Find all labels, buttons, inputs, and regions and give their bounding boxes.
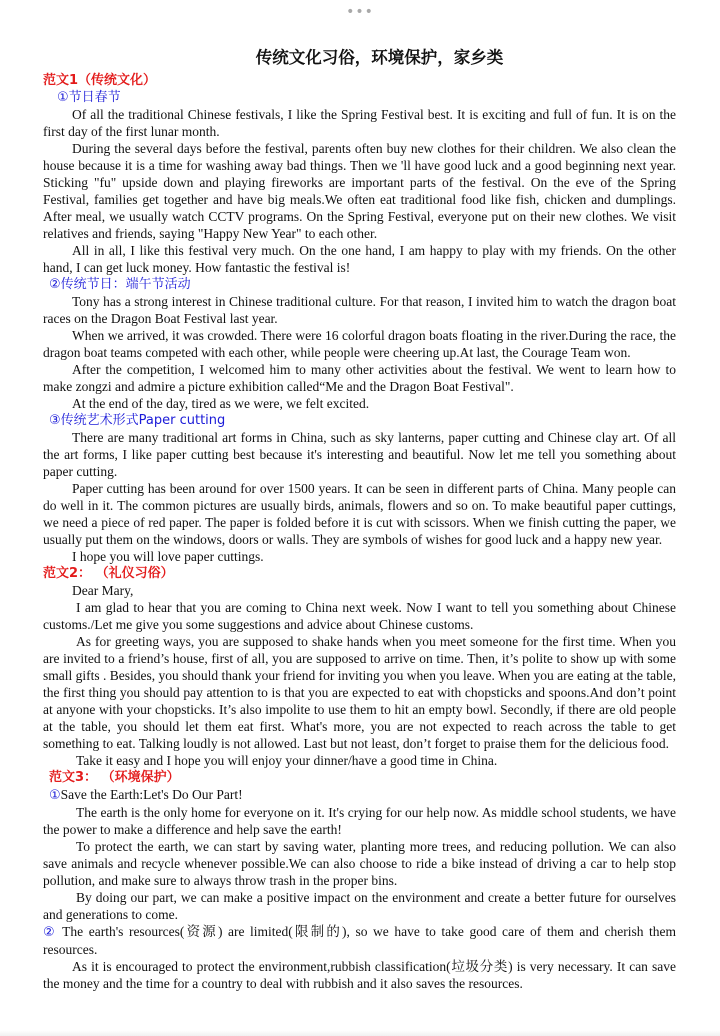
- section1-heading: 范文1（传统文化）: [43, 73, 157, 88]
- section3-sub2-lead-text: The earth's resources(资源) are limited(限制的), so we have to take good care of them and cherish them resources.: [43, 924, 677, 957]
- paragraph: Tony has a strong interest in Chinese traditional culture. For that reason, I invited him to watch the dragon boat races on the Dragon Boat Festival last year.: [43, 294, 676, 326]
- paragraph: Of all the traditional Chinese festivals, I like the Spring Festival best. It is exciting and full of fun. It is on the first day of the first lunar month.: [43, 107, 676, 139]
- paragraph: After the competition, I welcomed him to many other activities about the festival. We went to learn how to make zongzi and admire a picture exhibition called“Me and the Dragon Boat Festival".: [43, 362, 676, 394]
- paragraph: I hope you will love paper cuttings.: [72, 549, 264, 564]
- paragraph: Paper cutting has been around for over 1500 years. It can be seen in different parts of China. Many people can do well in it. The common pictures are usually birds, animals, flowers and so on. To make beautiful paper cuttings, we need a piece of red paper. The paper is folded before it is cut with scissors. When we finish cutting the paper, we usually put them on the windows, doors or walls. They are symbols of wishes for good luck and a happy new year.: [43, 481, 676, 547]
- document-page: [43, 46, 676, 992]
- section1-sub3-heading: ③传统艺术形式Paper cutting: [49, 413, 226, 428]
- paragraph: Take it easy and I hope you will enjoy your dinner/have a good time in China.: [76, 753, 498, 768]
- section3-sub1-heading: [43, 786, 676, 804]
- paragraph: When we arrived, it was crowded. There were 16 colorful dragon boats floating in the river.During the race, the dragon boat teams competed with each other, while people were cheering up.At last, the Courage Team won.: [43, 328, 676, 360]
- top-bar: [0, 0, 720, 24]
- paragraph: At the end of the day, tired as we were, we felt excited.: [72, 396, 370, 411]
- circled-number-two: ②: [43, 925, 57, 940]
- paragraph: I am glad to hear that you are coming to China next week. Now I want to tell you something about Chinese customs./Let me give you some suggestions and advice about Chinese customs.: [43, 600, 676, 632]
- section2-heading: 范文2： （礼仪习俗）: [43, 566, 174, 581]
- section1-sub2-heading: ②传统节日：端午节活动: [49, 277, 191, 292]
- paragraph: During the several days before the festival, parents often buy new clothes for their children. We also clean the house because it is a time for washing away bad things. Then we 'll have good luck and a good beginning next year. Sticking "fu" upside down and playing fireworks are important parts of the festival. On the eve of the Spring Festival, families get together and have big meals.We often eat traditional food like fish, chicken and dumplings. After meal, we usually watch CCTV programs. On the Spring Festival, everyone put on their new clothes. We visit relatives and friends, saying "Happy New Year" to each other.: [43, 141, 676, 241]
- paragraph: As for greeting ways, you are supposed to shake hands when you meet someone for the first time. When you are invited to a friend’s house, first of all, you are supposed to arrive on time. Then, it’s polite to show up with some small gifts . Besides, you should thank your friend for inviting you when you leave. When you are eating at the table, the first thing you should pay attention to is that you are expected to eat with chopsticks and spoons.And don’t point at anyone with your chopsticks. It’s also impolite to use them to hit an empty bowl. Secondly, if there are old people at the table, you should let them eat first. What's more, you are not expected to reach across the table to get something to eat. Talking loudly is not allowed. Last but not least, don’t forget to praise them for the delicious food.: [43, 634, 676, 751]
- more-menu-icon[interactable]: •••: [346, 4, 374, 20]
- circled-number-one: ①: [49, 788, 61, 803]
- letter-salutation: Dear Mary,: [72, 583, 134, 598]
- section3-sub1-title: Save the Earth:Let's Do Our Part!: [60, 787, 243, 802]
- section3-sub2-lead: [43, 923, 676, 958]
- paragraph: There are many traditional art forms in China, such as sky lanterns, paper cutting and Chinese clay art. Of all the art forms, I like paper cutting best because it's interesting and beautiful. Now let me tell you something about paper cutting.: [43, 430, 676, 479]
- paragraph: The earth is the only home for everyone on it. It's crying for our help now. As middle school students, we have the power to make a difference and help save the earth!: [43, 805, 676, 837]
- page-title: 传统文化习俗，环境保护，家乡类: [255, 48, 504, 67]
- bottom-edge: [0, 1030, 720, 1036]
- paragraph: To protect the earth, we can start by saving water, planting more trees, and reducing pollution. We can also save animals and recycle whenever possible.We can also choose to ride a bike instead of driving a car to help stop pollution, and make sure to always throw trash in the proper bins.: [43, 839, 676, 888]
- paragraph: As it is encouraged to protect the environment,rubbish classification(垃圾分类) is very necessary. It can save the money and the time for a country to deal with rubbish and it also saves the resources.: [43, 959, 676, 991]
- section1-sub1-heading: ①节日春节: [57, 90, 121, 105]
- paragraph: All in all, I like this festival very much. On the one hand, I am happy to play with my friends. On the other hand, I can get luck money. How fantastic the festival is!: [43, 243, 676, 275]
- section3-heading: 范文3： （环境保护）: [49, 770, 180, 785]
- paragraph: By doing our part, we can make a positive impact on the environment and create a better future for ourselves and generations to come.: [43, 890, 676, 922]
